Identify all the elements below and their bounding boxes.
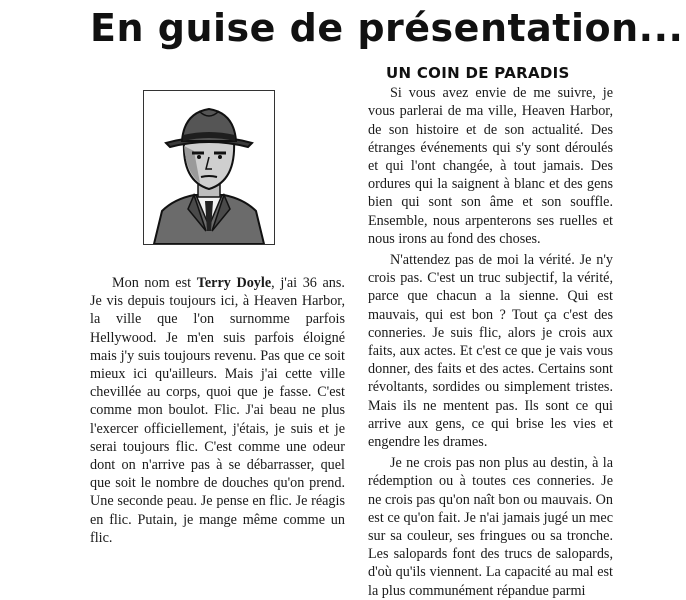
right-column bbox=[368, 64, 613, 600]
paragraph: Si vous avez envie de me suivre, je vous parlerai de ma ville, Heaven Harbor, de son histoire et de son actualité. Des étranges événements qui s'y sont déroulés et qui l'ont changée, à tout jamais. Des ordures qui la saignent à blanc et des gens bien qui sont son âme et son souffle. Ensemble, nous arpenterons ses ruelles et nous irons au fond des choses. bbox=[368, 85, 613, 247]
intro-paragraph bbox=[90, 274, 345, 547]
left-column bbox=[90, 274, 345, 547]
character-name: Terry Doyle bbox=[196, 275, 272, 291]
portrait-frame bbox=[143, 90, 275, 245]
section-heading: UN COIN DE PARADIS bbox=[386, 64, 570, 82]
intro-text-start: Mon nom est bbox=[112, 275, 197, 291]
page-title: En guise de présentation... bbox=[90, 6, 684, 50]
man-in-fedora-portrait-icon bbox=[144, 91, 274, 244]
paragraph: N'attendez pas de moi la vérité. Je n'y crois pas. C'est un truc subjectif, la vérité, parce que chacun a la sienne. Qui est mauvais, qui est bon ? Tout ça c'est des conneries. Je suis flic, alors je crois aux faits, aux actes. Et c'est ce que je vais vous donner, des faits et des actes. Certains sont révoltants, sordides ou simplement tristes. Mais ils ne mentent pas. Ils sont ce qui arrive aux gens, ce qui brise les vies et engendre les drames. bbox=[368, 252, 613, 451]
intro-text-rest: , j'ai 36 ans. Je vis depuis toujours ici, à Heaven Harbor, la ville que l'on surnomme parfois Hellywood. Je m'en suis parfois éloigné mais j'y suis toujours revenu. Pas que ce soit mieux ici qu'ailleurs. Mais j'ai cette ville chevillée au corps, quoi que je fasse. C'est comme mon boulot. Flic. J'ai beau ne plus l'exercer officiellement, j'étais, je suis et je serai toujours flic. C'est comme une odeur dont on n'arrive pas à se débarrasser, quel que soit le nombre de douches qu'on prend. Une seconde peau. Je pense en flic. Je réagis en flic. Putain, je mange même comme un flic. bbox=[90, 275, 345, 546]
paragraph: Je ne crois pas non plus au destin, à la rédemption ou à toutes ces conneries. Je ne crois pas qu'on naît bon ou mauvais. On est ce qu'on fait. Je n'ai jamais jugé un mec sur sa couleur, ses fringues ou sa tronche. Les salopards font des trucs de salopards, d'où qu'ils viennent. La capacité au mal est la plus communément répandue parmi bbox=[368, 455, 613, 599]
